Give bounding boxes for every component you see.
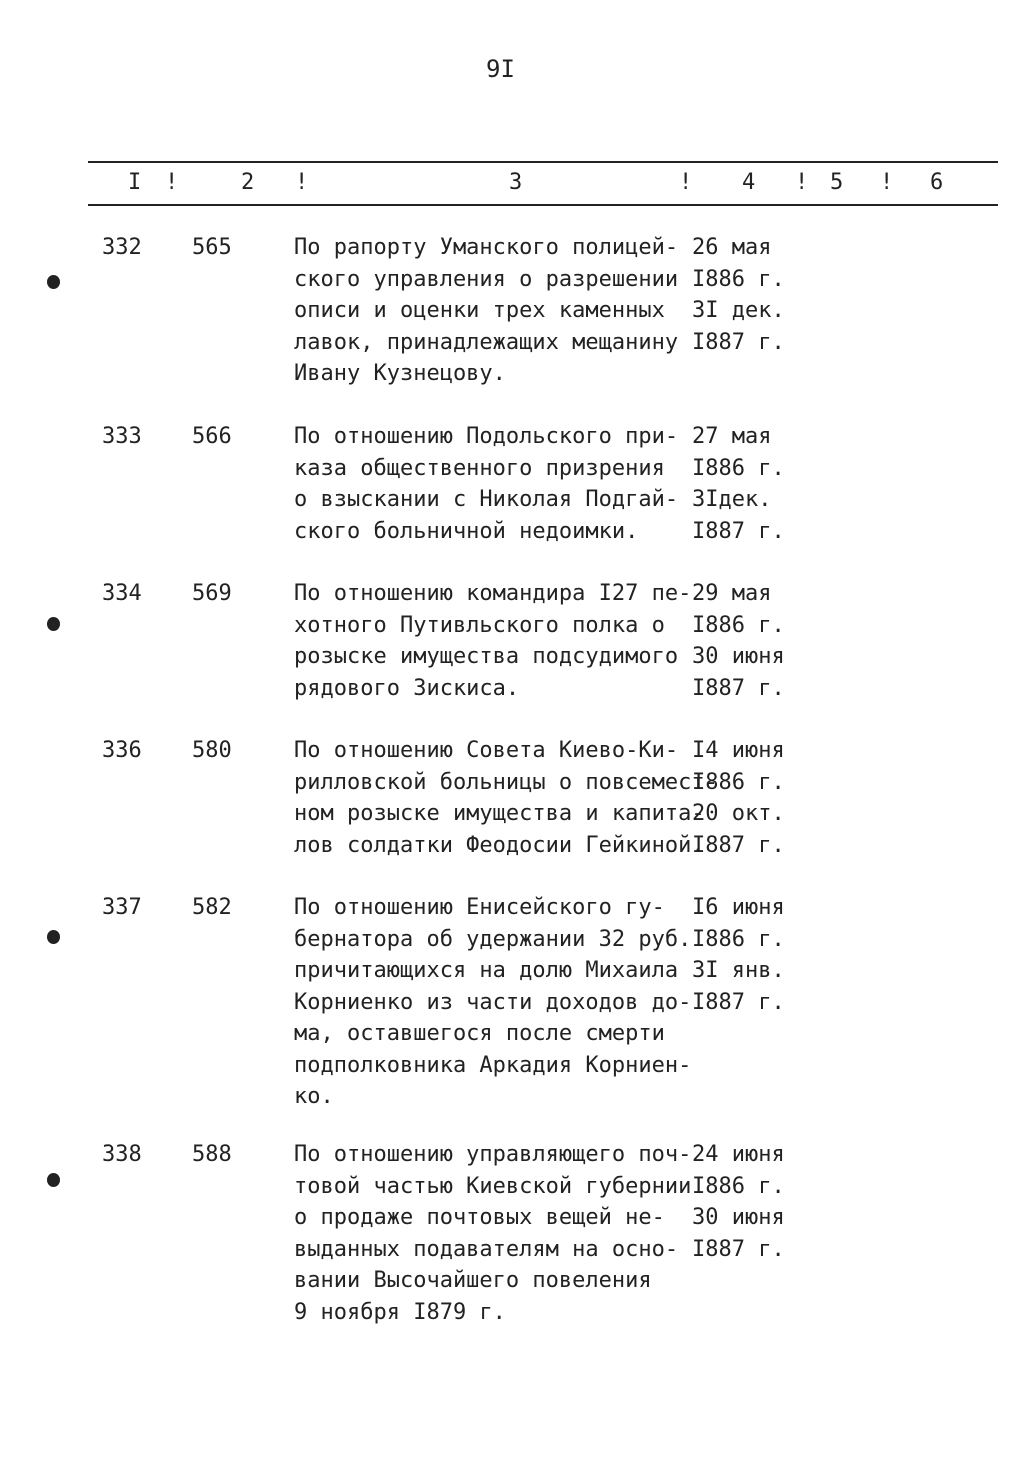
date-line: I887 г. bbox=[692, 675, 785, 701]
file-number: 569 bbox=[192, 581, 232, 606]
column-header-3: 3 bbox=[509, 170, 523, 195]
date-line: 24 июня bbox=[692, 1142, 785, 1167]
column-separator: ! bbox=[165, 170, 179, 195]
file-number: 580 bbox=[192, 738, 232, 763]
row-number: 332 bbox=[102, 235, 142, 260]
description-line: По отношению управляющего поч- bbox=[294, 1142, 692, 1167]
description-line: о взыскании с Николая Подгай- bbox=[294, 487, 679, 512]
date-line: I886 г. bbox=[692, 266, 785, 292]
row-dates bbox=[692, 578, 785, 704]
description-line: ского больничной недоимки. bbox=[294, 518, 639, 544]
row-description bbox=[294, 421, 678, 547]
description-line: ма, оставшегося после смерти bbox=[294, 1021, 665, 1046]
punch-hole bbox=[47, 930, 60, 944]
file-number: 566 bbox=[192, 424, 232, 449]
date-line: I886 г. bbox=[692, 455, 785, 481]
row-dates bbox=[692, 1139, 785, 1265]
description-line: Ивану Кузнецову. bbox=[294, 361, 506, 386]
date-line: I886 г. bbox=[692, 769, 785, 795]
description-line: хотного Путивльского полка о bbox=[294, 612, 665, 638]
date-line: I887 г. bbox=[692, 989, 785, 1015]
date-line: I886 г. bbox=[692, 926, 785, 952]
description-line: причитающихся на долю Михаила bbox=[294, 958, 679, 983]
column-header-4: 4 bbox=[742, 170, 756, 195]
description-line: выданных подавателям на осно- bbox=[294, 1236, 679, 1262]
row-number: 337 bbox=[102, 895, 142, 920]
date-line: 26 мая bbox=[692, 235, 772, 260]
column-header-1: I bbox=[128, 170, 142, 195]
column-separator: ! bbox=[795, 170, 809, 195]
description-line: Корниенко из части доходов до- bbox=[294, 989, 692, 1015]
description-line: товой частью Киевской губернии bbox=[294, 1173, 692, 1199]
date-line: 27 мая bbox=[692, 424, 772, 449]
date-line: I887 г. bbox=[692, 1236, 785, 1262]
date-line: I4 июня bbox=[692, 738, 785, 763]
column-separator: ! bbox=[679, 170, 693, 195]
table-header-rule bbox=[88, 204, 998, 206]
date-line: 30 июня bbox=[692, 1205, 785, 1230]
row-number: 334 bbox=[102, 581, 142, 606]
description-line: о продаже почтовых вещей не- bbox=[294, 1205, 665, 1230]
description-line: По рапорту Уманского полицей- bbox=[294, 235, 679, 260]
description-line: 9 ноября I879 г. bbox=[294, 1299, 506, 1325]
description-line: подполковника Аркадия Корниен- bbox=[294, 1052, 692, 1078]
row-number: 333 bbox=[102, 424, 142, 449]
row-dates bbox=[692, 735, 785, 861]
column-header-6: 6 bbox=[930, 170, 944, 195]
description-line: ном розыске имущества и капита- bbox=[294, 801, 705, 826]
date-line: 3I янв. bbox=[692, 958, 785, 983]
row-description bbox=[294, 232, 678, 390]
date-line: 3Iдек. bbox=[692, 487, 772, 512]
description-line: По отношению Совета Киево-Ки- bbox=[294, 738, 679, 763]
punch-hole bbox=[47, 1173, 60, 1187]
description-line: вании Высочайшего повеления bbox=[294, 1268, 652, 1293]
description-line: По отношению командира I27 пе- bbox=[294, 581, 692, 606]
punch-hole bbox=[47, 617, 60, 631]
row-number: 336 bbox=[102, 738, 142, 763]
description-line: рилловской больницы о повсемест- bbox=[294, 769, 718, 795]
description-line: ко. bbox=[294, 1084, 334, 1109]
row-dates bbox=[692, 892, 785, 1018]
row-description bbox=[294, 578, 691, 704]
date-line: I886 г. bbox=[692, 612, 785, 638]
description-line: По отношению Подольского при- bbox=[294, 424, 679, 449]
description-line: розыске имущества подсудимого bbox=[294, 644, 679, 669]
description-line: каза общественного призрения bbox=[294, 455, 665, 481]
file-number: 588 bbox=[192, 1142, 232, 1167]
column-header-2: 2 bbox=[241, 170, 255, 195]
date-line: 3I дек. bbox=[692, 298, 785, 323]
file-number: 565 bbox=[192, 235, 232, 260]
description-line: лавок, принадлежащих мещанину bbox=[294, 329, 679, 355]
description-line: ского управления о разрешении bbox=[294, 266, 679, 292]
punch-hole bbox=[47, 275, 60, 289]
date-line: I887 г. bbox=[692, 832, 785, 858]
file-number: 582 bbox=[192, 895, 232, 920]
date-line: I887 г. bbox=[692, 518, 785, 544]
date-line: 29 мая bbox=[692, 581, 772, 606]
column-separator: ! bbox=[880, 170, 894, 195]
date-line: I886 г. bbox=[692, 1173, 785, 1199]
description-line: По отношению Енисейского гу- bbox=[294, 895, 665, 920]
row-description bbox=[294, 1139, 691, 1328]
row-description bbox=[294, 892, 691, 1113]
table-top-rule bbox=[88, 161, 998, 163]
description-line: лов солдатки Феодосии Гейкиной. bbox=[294, 832, 705, 858]
date-line: 30 июня bbox=[692, 644, 785, 669]
column-separator: ! bbox=[295, 170, 309, 195]
description-line: описи и оценки трех каменных bbox=[294, 298, 665, 323]
page-number: 9I bbox=[486, 55, 515, 83]
description-line: бернатора об удержании 32 руб. bbox=[294, 926, 692, 952]
row-dates bbox=[692, 421, 785, 547]
date-line: I6 июня bbox=[692, 895, 785, 920]
date-line: 20 окт. bbox=[692, 801, 785, 826]
row-number: 338 bbox=[102, 1142, 142, 1167]
date-line: I887 г. bbox=[692, 329, 785, 355]
row-description bbox=[294, 735, 718, 861]
column-header-5: 5 bbox=[830, 170, 844, 195]
row-dates bbox=[692, 232, 785, 358]
description-line: рядового Зискиса. bbox=[294, 675, 520, 701]
